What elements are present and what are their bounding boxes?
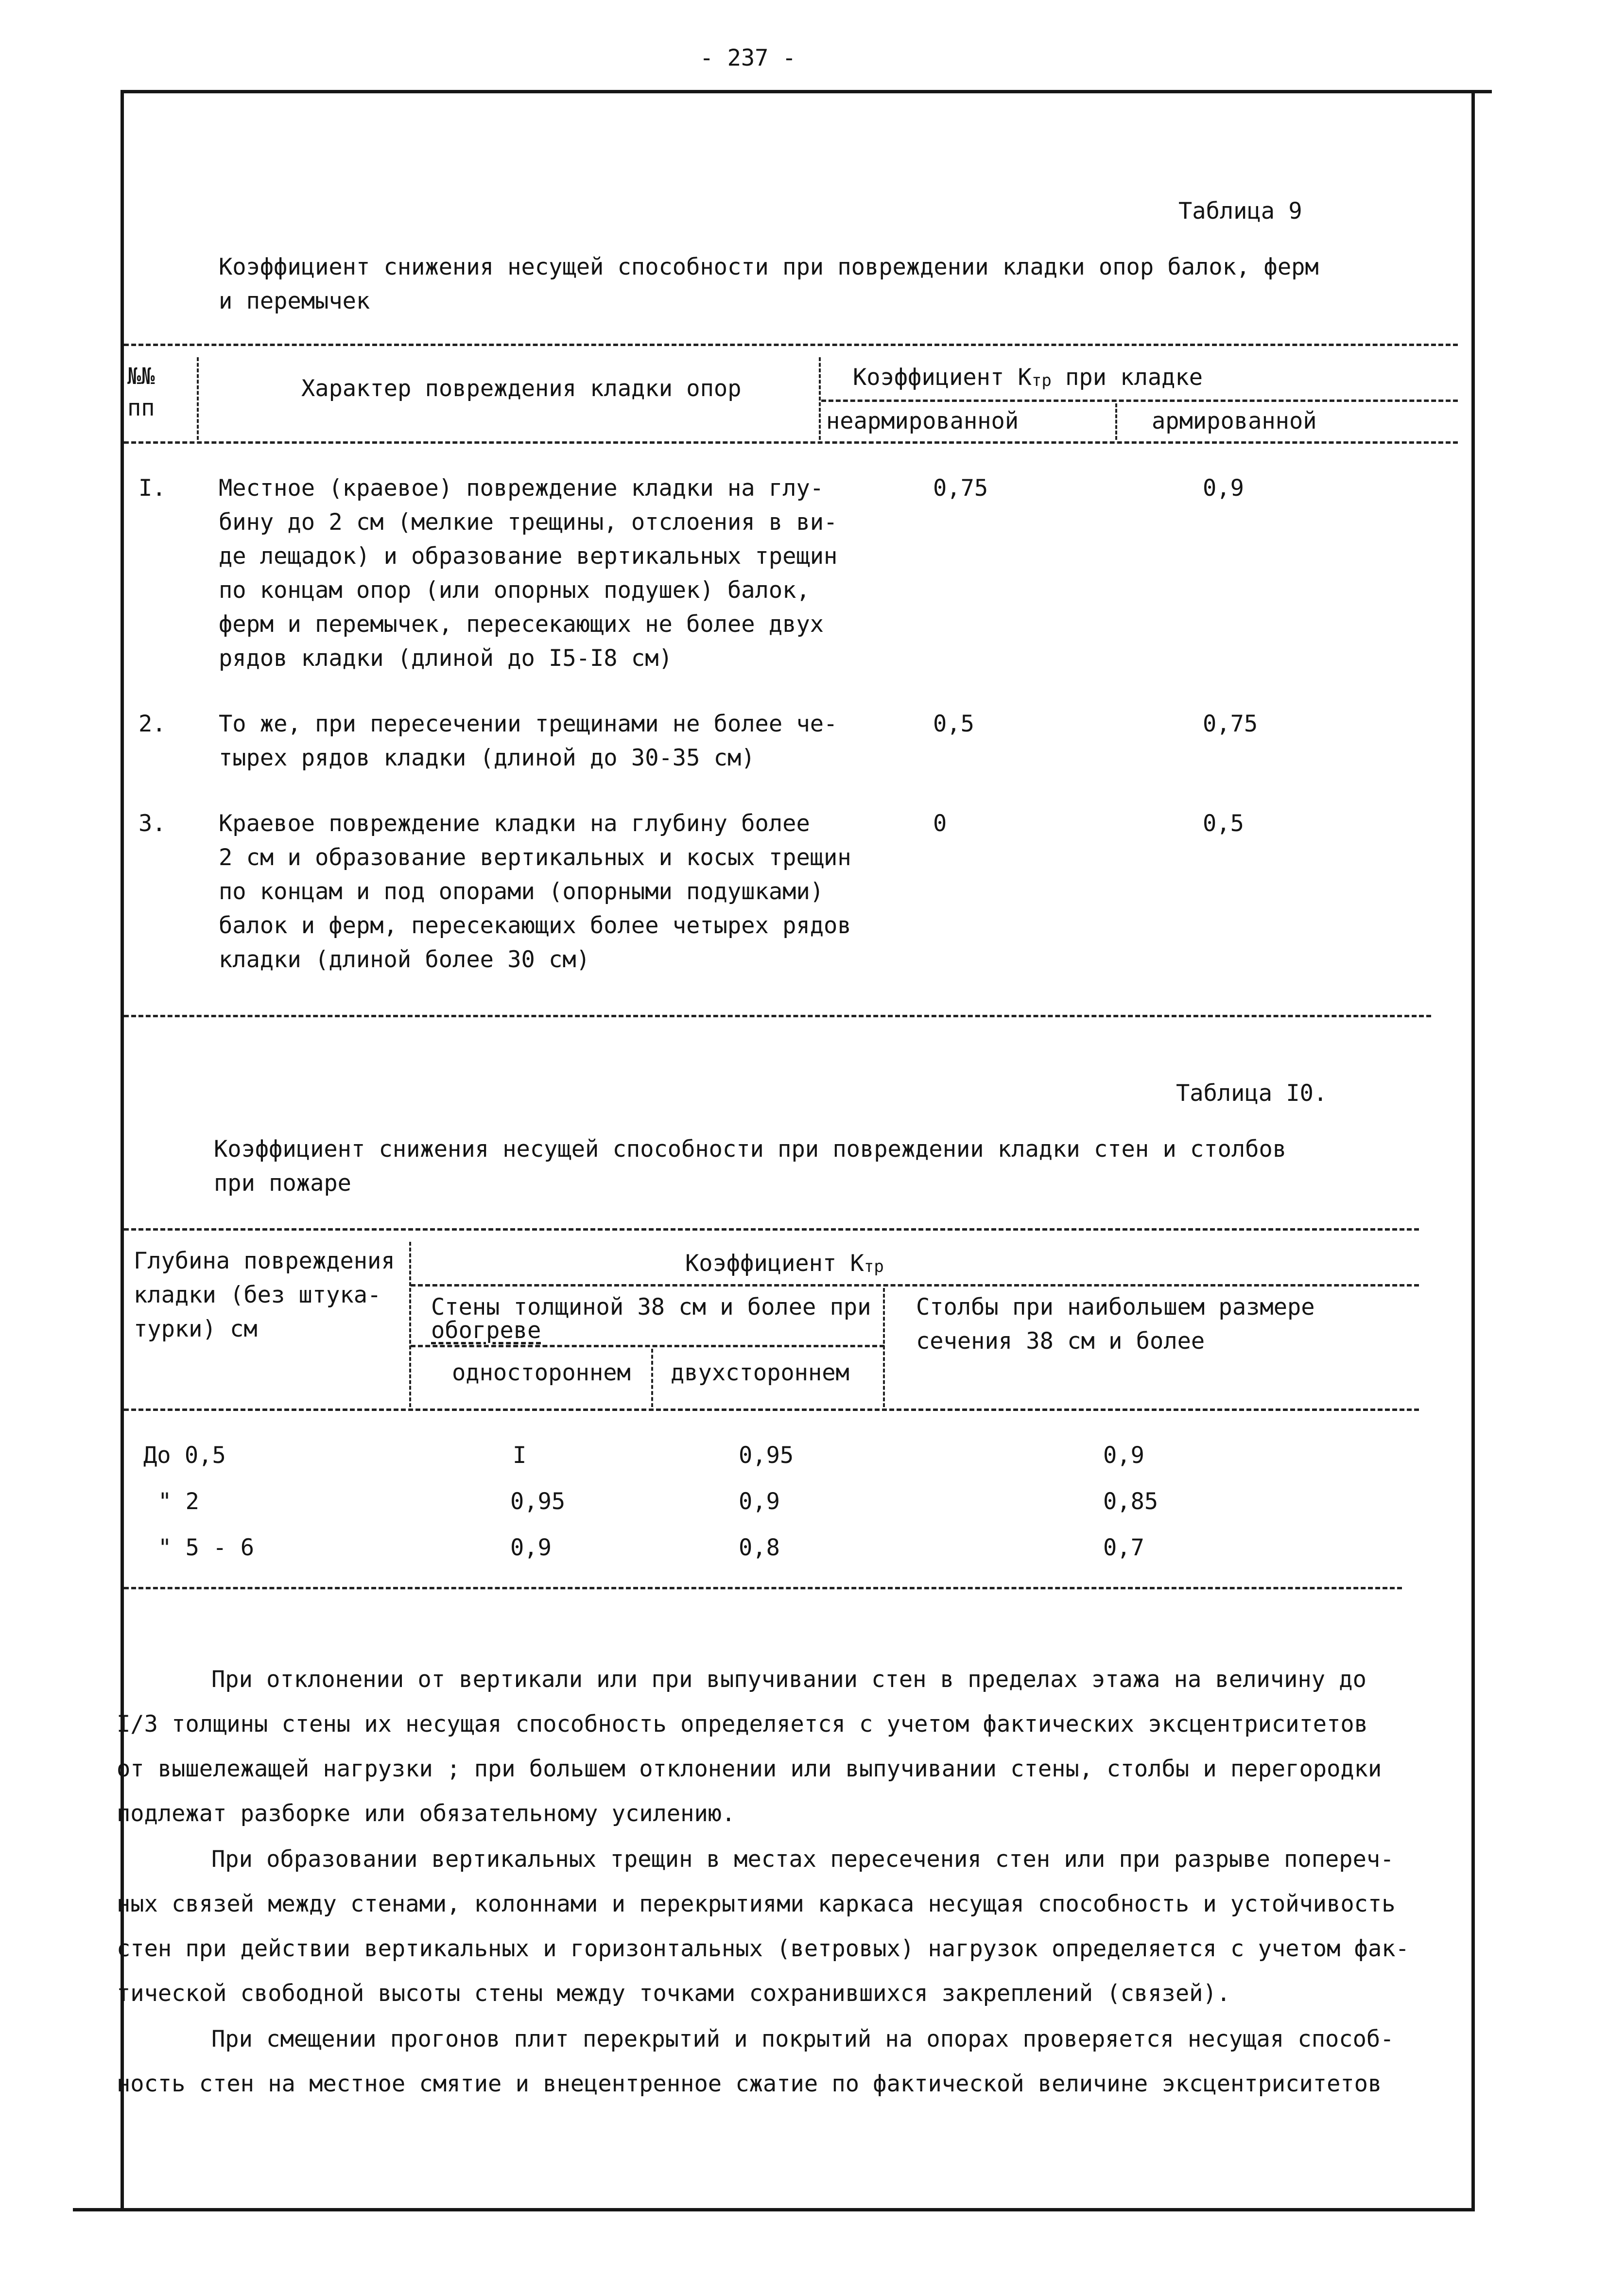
table10-row3-columns: 0,7	[1103, 1534, 1144, 1561]
table9-row1-unreinforced: 0,75	[933, 475, 988, 502]
table10-header-rule	[124, 1409, 1419, 1411]
table10-row3-two-sided: 0,8	[739, 1534, 780, 1561]
table10-bottom-rule	[124, 1587, 1402, 1589]
table9-row3-num: 3.	[138, 810, 166, 837]
table10-col-divider-3	[883, 1288, 885, 1407]
table10-header-columns-1: Столбы при наибольшем размере	[916, 1294, 1315, 1321]
table9-header-unreinforced: неармированной	[826, 408, 1019, 435]
table10-header-depth-1: Глубина повреждения	[134, 1248, 395, 1274]
paragraph-1-line-4: подлежат разборке или обязательному усилению.	[117, 1800, 736, 1827]
table9-row1-text-5: ферм и перемычек, пересекающих не более двух	[219, 611, 824, 638]
table10-header-depth-2: кладки (без штука-	[134, 1282, 381, 1308]
frame-right-line	[1471, 90, 1475, 2208]
table10-row1-one-sided: I	[513, 1442, 527, 1469]
table9-row3-text-4: балок и ферм, пересекающих более четырех рядов	[219, 912, 851, 939]
table9-subheader-rule	[821, 400, 1458, 402]
paragraph-3-line-2: ность стен на местное смятие и внецентренное сжатие по фактической величине эксцентриситетов	[117, 2070, 1382, 2097]
table10-row3-one-sided: 0,9	[510, 1534, 552, 1561]
table9-row1-num: I.	[138, 475, 166, 502]
table9-header-character: Характер повреждения кладки опор	[301, 375, 742, 402]
table9-header-rule	[124, 441, 1458, 444]
table10-subheader-rule	[411, 1284, 1419, 1287]
table10-title-line-2: при пожаре	[214, 1170, 351, 1197]
table9-row3-reinforced: 0,5	[1203, 810, 1244, 837]
table9-bottom-rule	[124, 1015, 1431, 1017]
table9-col-divider-3	[1115, 403, 1117, 440]
table10-col-divider-2	[651, 1349, 653, 1407]
table10-row2-columns: 0,85	[1103, 1488, 1158, 1515]
table10-top-rule	[124, 1228, 1419, 1231]
table9-row2-num: 2.	[138, 711, 166, 737]
table10-header-two-sided: двухстороннем	[671, 1359, 849, 1386]
paragraph-1-line-2: I/3 толщины стены их несущая способность определяется с учетом фактических эксцентриситетов	[117, 1711, 1368, 1738]
table10-walls-subrule	[411, 1345, 884, 1347]
table9-row1-text-2: бину до 2 см (мелкие трещины, отслоения в ви-	[219, 509, 838, 536]
table9-col-divider-2	[819, 357, 821, 440]
table10-header-walls-1: Стены толщиной 38 см и более при	[431, 1294, 871, 1321]
paragraph-2-line-3: стен при действии вертикальных и горизонтальных (ветровых) нагрузок определяется с учетом фак-	[117, 1935, 1409, 1962]
paragraph-1	[117, 1657, 1382, 1836]
table10-col-divider-1	[409, 1242, 411, 1407]
table9-header-coef: Коэффициент $К_{тр}$ при кладке	[853, 364, 1203, 391]
table9-row1-reinforced: 0,9	[1203, 475, 1244, 502]
table9-row2-reinforced: 0,75	[1203, 711, 1258, 737]
paragraph-2-line-2: ных связей между стенами, колоннами и перекрытиями каркаса несущая способность и устойчивость	[117, 1891, 1396, 1917]
table10-header-depth-3: турки) см	[134, 1316, 258, 1342]
page-number: - 237 -	[700, 45, 796, 71]
paragraph-1-line-1: При отклонении от вертикали или при выпучивании стен в пределах этажа на величину до	[211, 1666, 1366, 1693]
table9-title-line-1: Коэффициент снижения несущей способности при повреждении кладки опор балок, ферм	[219, 254, 1319, 280]
table10-row1-columns: 0,9	[1103, 1442, 1144, 1469]
table10-label: Таблица I0.	[1176, 1080, 1328, 1107]
table9-col-divider-1	[197, 357, 199, 440]
table9-label: Таблица 9	[1178, 198, 1302, 225]
table10-row2-two-sided: 0,9	[739, 1488, 780, 1515]
paragraph-2	[117, 1837, 1409, 2016]
table10-row2-depth: " 2	[158, 1488, 199, 1515]
table10-row3-depth: " 5 - 6	[158, 1534, 255, 1561]
table9-row1-text-4: по концам опор (или опорных подушек) балок,	[219, 577, 810, 604]
table9-header-num-1: №№	[127, 363, 155, 390]
paragraph-3-line-1: При смещении прогонов плит перекрытий и покрытий на опорах проверяется несущая способ-	[211, 2026, 1394, 2052]
table9-row3-text-1: Краевое повреждение кладки на глубину более	[219, 810, 810, 837]
table10-header-coef: Коэффициент $К_{тр}$	[685, 1250, 884, 1277]
table9-row1-text-6: рядов кладки (длиной до I5-I8 см)	[219, 645, 673, 672]
table9-row2-text-1: То же, при пересечении трещинами не более че-	[219, 711, 838, 737]
table9-row2-text-2: тырех рядов кладки (длиной до 30-35 см)	[219, 745, 755, 771]
table9-row2-unreinforced: 0,5	[933, 711, 974, 737]
paragraph-3	[117, 2017, 1394, 2106]
table9-row3-text-3: по концам и под опорами (опорными подушками)	[219, 878, 824, 905]
frame-top-line	[124, 90, 1492, 93]
table9-header-num-2: пп	[127, 395, 155, 421]
table9-row3-text-5: кладки (длиной более 30 см)	[219, 946, 590, 973]
table9-header-reinforced: армированной	[1152, 408, 1317, 435]
paragraph-1-line-3: от вышележащей нагрузки ; при большем отклонении или выпучивании стены, столбы и перегородки	[117, 1756, 1382, 1782]
frame-bottom-line	[73, 2208, 1475, 2211]
table9-row3-unreinforced: 0	[933, 810, 947, 837]
table10-header-columns-2: сечения 38 см и более	[916, 1328, 1205, 1355]
table10-title-line-1: Коэффициент снижения несущей способности при повреждении кладки стен и столбов	[214, 1136, 1287, 1163]
table9-row1-text-3: де лещадок) и образование вертикальных трещин	[219, 543, 838, 570]
table10-row1-depth: До 0,5	[143, 1442, 226, 1469]
paragraph-2-line-1: При образовании вертикальных трещин в местах пересечения стен или при разрыве попереч-	[211, 1846, 1394, 1873]
table10-row2-one-sided: 0,95	[510, 1488, 566, 1515]
table10-header-walls-2: обогреве	[431, 1317, 541, 1344]
table9-top-rule	[124, 344, 1458, 346]
table9-row1-text-1: Местное (краевое) повреждение кладки на глу-	[219, 475, 824, 502]
table9-row3-text-2: 2 см и образование вертикальных и косых трещин	[219, 844, 851, 871]
table10-row1-two-sided: 0,95	[739, 1442, 794, 1469]
table9-title-line-2: и перемычек	[219, 288, 370, 314]
paragraph-2-line-4: тической свободной высоты стены между точками сохранившихся закреплений (связей).	[117, 1980, 1231, 2007]
table10-header-one-sided: одностороннем	[452, 1359, 631, 1386]
